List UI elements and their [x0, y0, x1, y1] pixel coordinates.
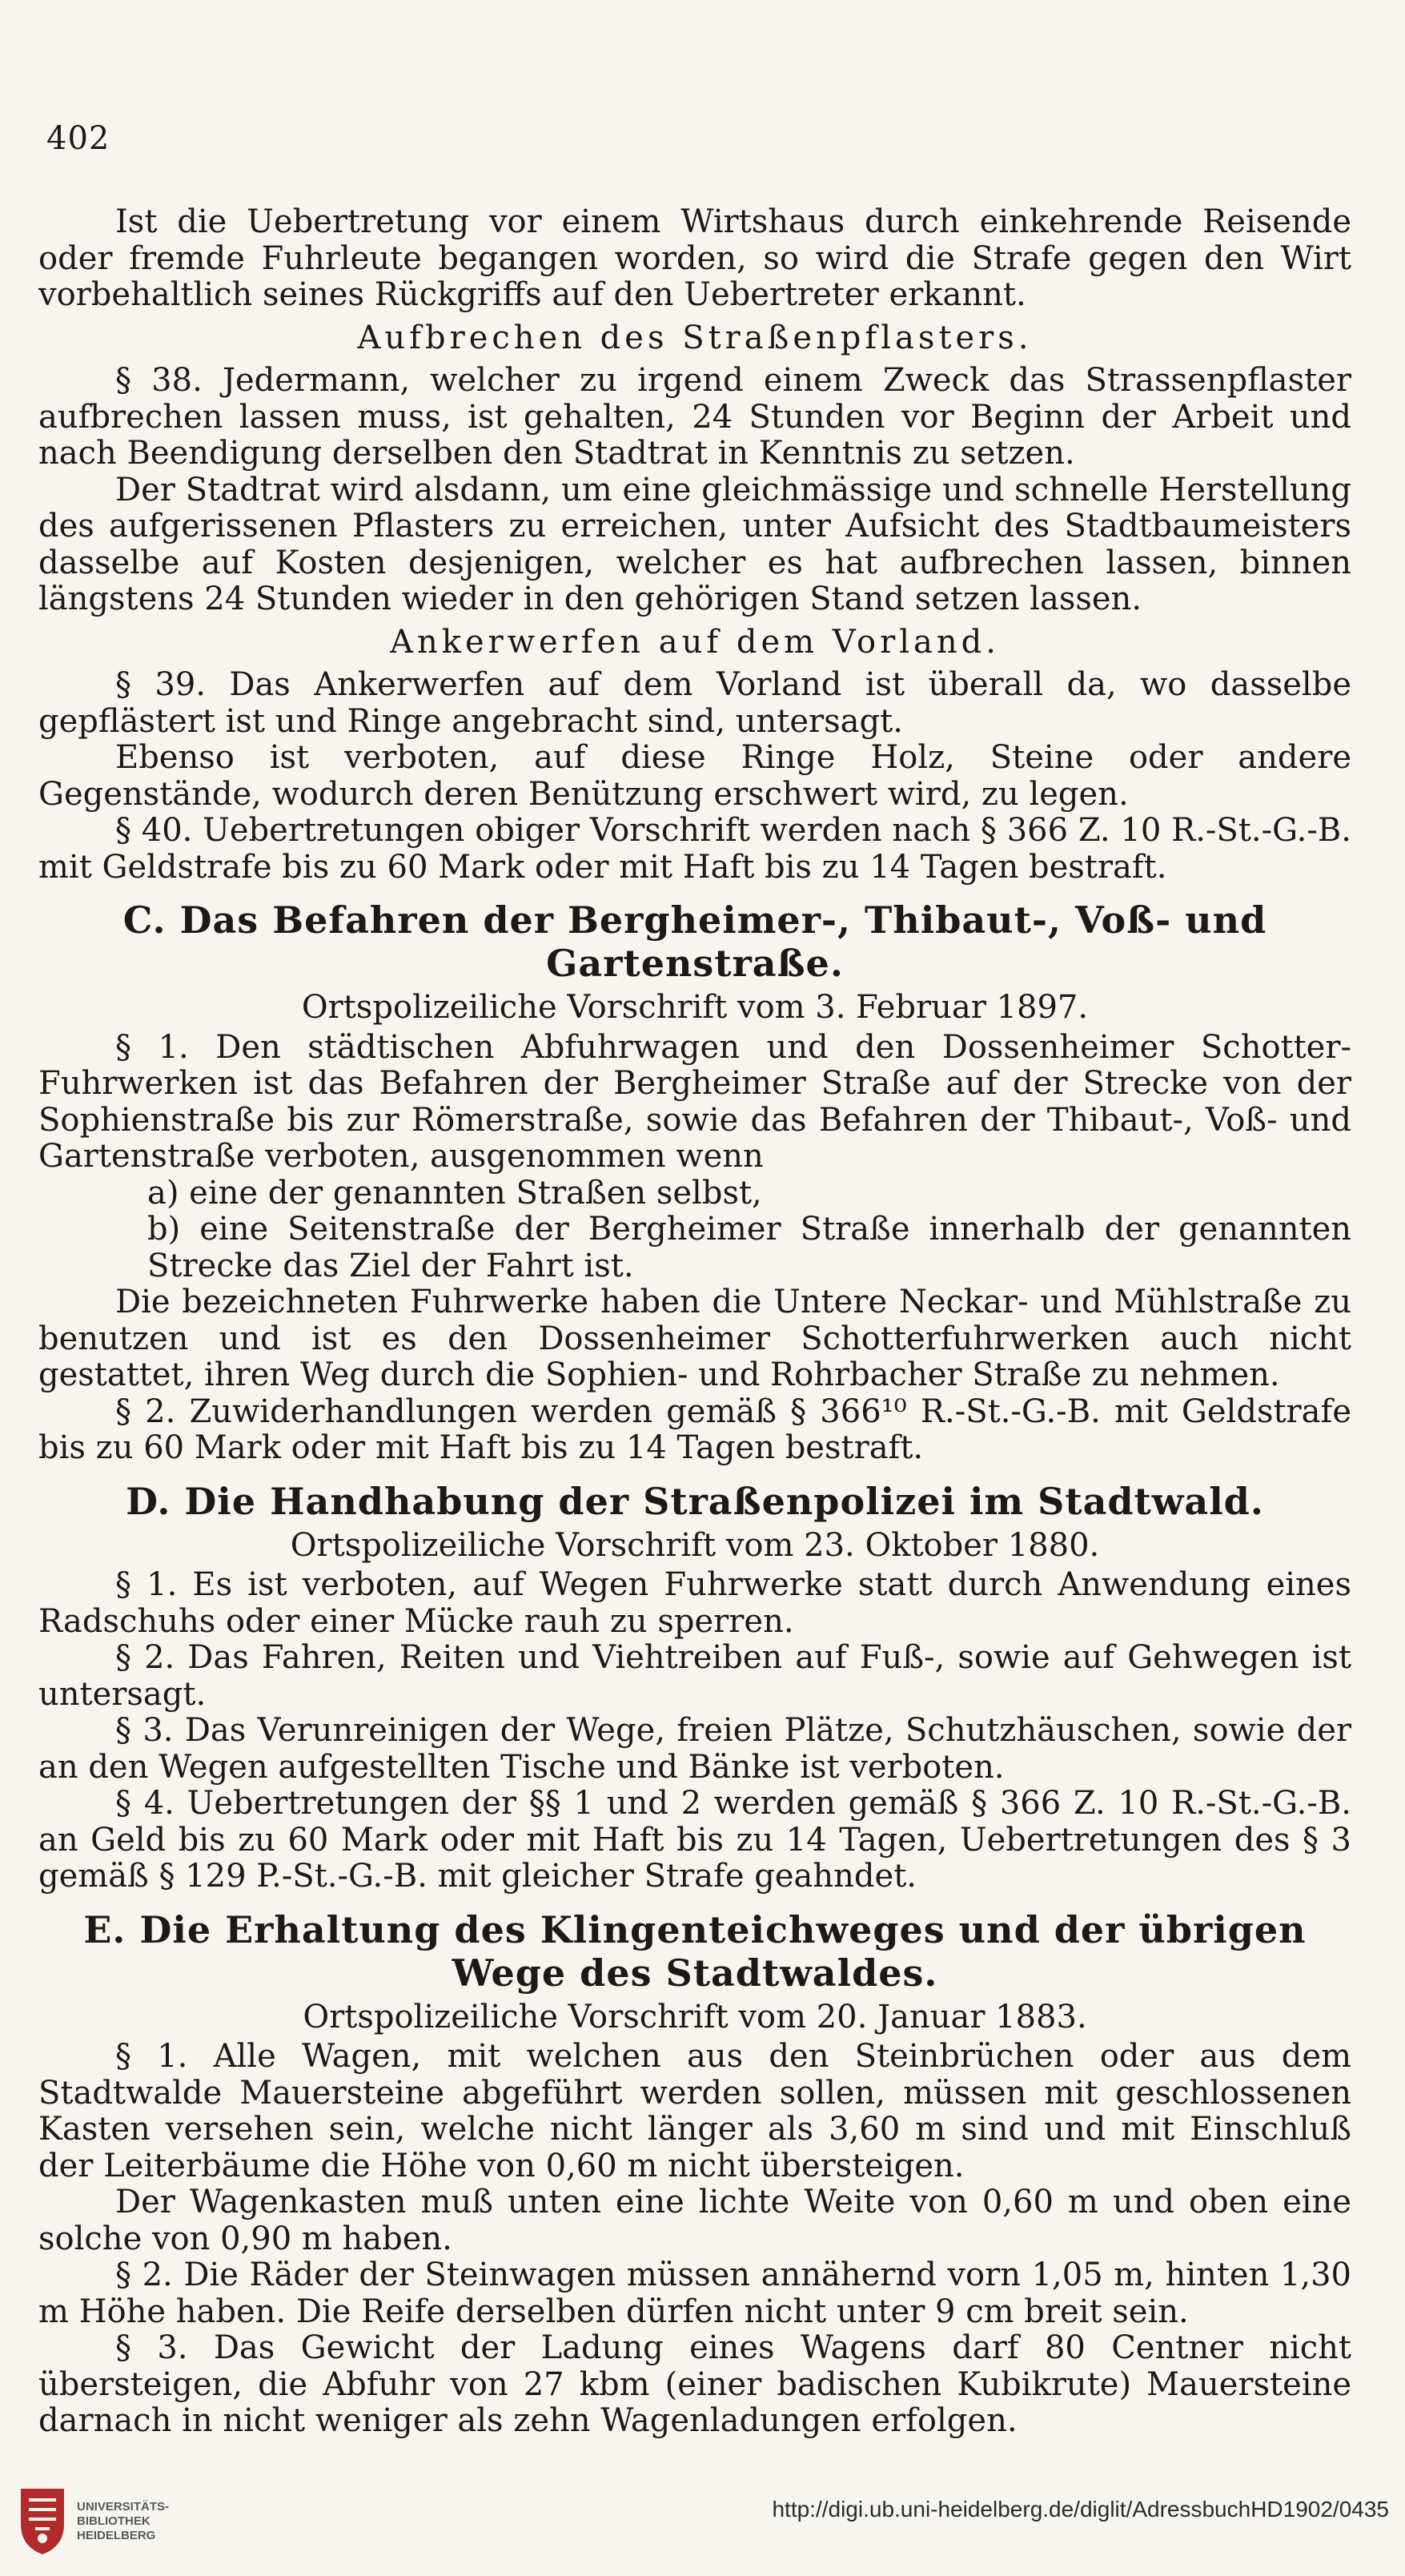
paragraph: § 40. Uebertretungen obiger Vorschrift werden nach § 366 Z. 10 R.-St.-G.-B. mit Geldstrafe bis zu 60 Mark oder mit Haft bis zu 14 Tagen bestraft. — [38, 812, 1351, 886]
list-item: b) eine Seitenstraße der Bergheimer Straße innerhalb der genannten Strecke das Ziel der Fahrt ist. — [147, 1211, 1351, 1284]
paragraph: § 3. Das Verunreinigen der Wege, freien Plätze, Schutzhäuschen, sowie der an den Wegen aufgestellten Tische und Bänke ist verboten. — [38, 1712, 1351, 1786]
digitization-footer — [0, 2474, 1405, 2570]
source-url-link[interactable]: http://digi.ub.uni-heidelberg.de/diglit/AdressbuchHD1902/0435 — [772, 2497, 1389, 2522]
document-page — [38, 0, 1351, 2576]
paragraph: § 2. Die Räder der Steinwagen müssen annähernd vorn 1,05 m, hinten 1,30 m Höhe haben. Die Reife derselben dürfen nicht unter 9 cm breit sein. — [38, 2257, 1351, 2330]
paragraph: Der Stadtrat wird alsdann, um eine gleichmässige und schnelle Herstellung des aufgerissenen Pflasters zu erreichen, unter Aufsicht des Stadtbaumeisters dasselbe auf Kosten desjenigen, welcher es hat aufbrechen lassen, binnen längstens 24 Stunden wieder in den gehörigen Stand setzen lassen. — [38, 471, 1351, 617]
paragraph: Der Wagenkasten muß unten eine lichte Weite von 0,60 m und oben eine solche von 0,90 m haben. — [38, 2184, 1351, 2257]
list-item: a) eine der genannten Straßen selbst, — [147, 1174, 762, 1212]
paragraph: Die bezeichneten Fuhrwerke haben die Untere Neckar- und Mühlstraße zu benutzen und ist es den Dossenheimer Schotterfuhrwerken auch nicht gestattet, ihren Weg durch die Sophien- und Rohrbacher Straße zu nehmen. — [38, 1284, 1351, 1393]
library-name-line: HEIDELBERG — [77, 2529, 156, 2542]
ordinance-title: Ortspolizeiliche Vorschrift vom 20. Januar 1883. — [303, 1998, 1087, 2035]
paragraph: § 2. Das Fahren, Reiten und Viehtreiben auf Fuß-, sowie auf Gehwegen ist untersagt. — [38, 1639, 1351, 1713]
paragraph: § 1. Es ist verboten, auf Wegen Fuhrwerke statt durch Anwendung eines Radschuhs oder einer Mücke rauh zu sperren. — [38, 1566, 1351, 1640]
paragraph: § 1. Den städtischen Abfuhrwagen und den Dossenheimer Schotter-Fuhrwerken ist das Befahren der Bergheimer Straße auf der Strecke von der Sophienstraße bis zur Römerstraße, sowie das Befahren der Thibaut-, Voß- und Gartenstraße verboten, ausgenommen wenn — [38, 1028, 1351, 1175]
library-name-line: UNIVERSITÄTS- — [77, 2500, 170, 2514]
section-heading: E. Die Erhaltung des Klingenteichweges und der übrigen Wege des Stadtwaldes. — [83, 1907, 1307, 1995]
page-number: 402 — [46, 120, 110, 157]
paragraph: Ist die Uebertretung vor einem Wirtshaus durch einkehrende Reisende oder fremde Fuhrleute begangen worden, so wird die Strafe gegen den Wirt vorbehaltlich seines Rückgriffs auf den Uebertreter erkannt. — [38, 203, 1351, 313]
paragraph: § 2. Zuwiderhandlungen werden gemäß § 366¹⁰ R.-St.-G.-B. mit Geldstrafe bis zu 60 Mark oder mit Haft bis zu 14 Tagen bestraft. — [38, 1392, 1351, 1466]
paragraph: § 39. Das Ankerwerfen auf dem Vorland ist überall da, wo dasselbe gepflästert ist und Ringe angebracht sind, untersagt. — [38, 666, 1351, 740]
document-body — [38, 204, 1351, 2440]
paragraph: § 4. Uebertretungen der §§ 1 und 2 werden gemäß § 366 Z. 10 R.-St.-G.-B. an Geld bis zu 60 Mark oder mit Haft bis zu 14 Tagen, Uebertretungen des § 3 gemäß § 129 P.-St.-G.-B. mit gleicher Strafe geahndet. — [38, 1785, 1351, 1895]
section-heading: D. Die Handhabung der Straßenpolizei im Stadtwald. — [126, 1479, 1264, 1523]
library-name-line: BIBLIOTHEK — [77, 2514, 151, 2528]
paragraph: § 1. Alle Wagen, mit welchen aus den Steinbrüchen oder aus dem Stadtwalde Mauersteine abgeführt werden sollen, müssen mit geschlossenen Kasten versehen sein, welche nicht länger als 3,60 m sind und mit Einschluß der Leiterbäume die Höhe von 0,60 m nicht übersteigen. — [38, 2038, 1351, 2184]
university-library-seal-icon — [14, 2482, 70, 2558]
paragraph: § 3. Das Gewicht der Ladung eines Wagens darf 80 Centner nicht übersteigen, die Abfuhr von 27 kbm (einer badischen Kubikrute) Mauersteine darnach in nicht weniger als zehn Wagenladungen erfolgen. — [38, 2329, 1351, 2439]
section-heading: C. Das Befahren der Bergheimer-, Thibaut-, Voß- und Gartenstraße. — [122, 898, 1267, 985]
ordinance-title: Ortspolizeiliche Vorschrift vom 3. Februar 1897. — [301, 989, 1089, 1026]
subheading: Aufbrechen des Straßenpflasters. — [357, 319, 1033, 356]
subheading: Ankerwerfen auf dem Vorland. — [390, 623, 1000, 661]
paragraph: § 38. Jedermann, welcher zu irgend einem Zweck das Strassenpflaster aufbrechen lassen muss, ist gehalten, 24 Stunden vor Beginn der Arbeit und nach Beendigung derselben den Stadtrat in Kenntnis zu setzen. — [38, 362, 1351, 472]
paragraph: Ebenso ist verboten, auf diese Ringe Holz, Steine oder andere Gegenstände, wodurch deren Benützung erschwert wird, zu legen. — [38, 739, 1351, 813]
ordinance-title: Ortspolizeiliche Vorschrift vom 23. Oktober 1880. — [290, 1526, 1100, 1564]
library-name — [77, 2500, 169, 2543]
